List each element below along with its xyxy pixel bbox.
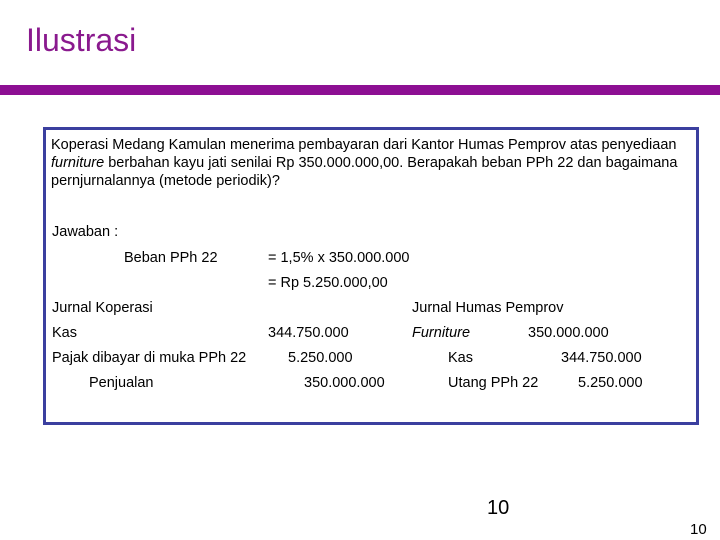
problem-text-2: berbahan kayu jati senilai Rp 350.000.000,00. Berapakah beban PPh 22 dan bagaimana pernjurnalannya (metode periodik)? xyxy=(51,155,678,189)
answer-label: Jawaban : xyxy=(52,224,119,240)
humas-account-utang: Utang PPh 22 xyxy=(448,375,539,391)
humas-amount-kas: 344.750.000 xyxy=(561,350,642,366)
beban-pph-label: Beban PPh 22 xyxy=(124,250,218,266)
humas-amount-utang: 5.250.000 xyxy=(578,375,643,391)
calculation-line-2: = Rp 5.250.000,00 xyxy=(268,275,388,291)
page-number-center: 10 xyxy=(487,497,510,519)
humas-account-furniture: Furniture xyxy=(412,325,471,341)
koperasi-account-kas: Kas xyxy=(52,325,77,341)
problem-text-italic: furniture xyxy=(51,155,105,171)
journal-koperasi-heading: Jurnal Koperasi xyxy=(52,300,153,316)
koperasi-amount-kas: 344.750.000 xyxy=(268,325,349,341)
koperasi-amount-penjualan: 350.000.000 xyxy=(304,375,385,391)
koperasi-amount-pajak: 5.250.000 xyxy=(288,350,353,366)
title-divider-bar xyxy=(0,85,720,95)
koperasi-account-penjualan: Penjualan xyxy=(89,375,154,391)
calculation-line-1: = 1,5% x 350.000.000 xyxy=(268,250,410,266)
humas-account-kas: Kas xyxy=(448,350,473,366)
humas-amount-furniture: 350.000.000 xyxy=(528,325,609,341)
slide-title: Ilustrasi xyxy=(26,22,137,58)
problem-text-1: Koperasi Medang Kamulan menerima pembayaran dari Kantor Humas Pemprov atas penyediaan xyxy=(51,137,677,153)
journal-humas-heading: Jurnal Humas Pemprov xyxy=(412,300,564,316)
koperasi-account-pajak: Pajak dibayar di muka PPh 22 xyxy=(52,350,247,366)
page-number-corner: 10 xyxy=(690,521,707,538)
problem-statement xyxy=(51,136,681,190)
